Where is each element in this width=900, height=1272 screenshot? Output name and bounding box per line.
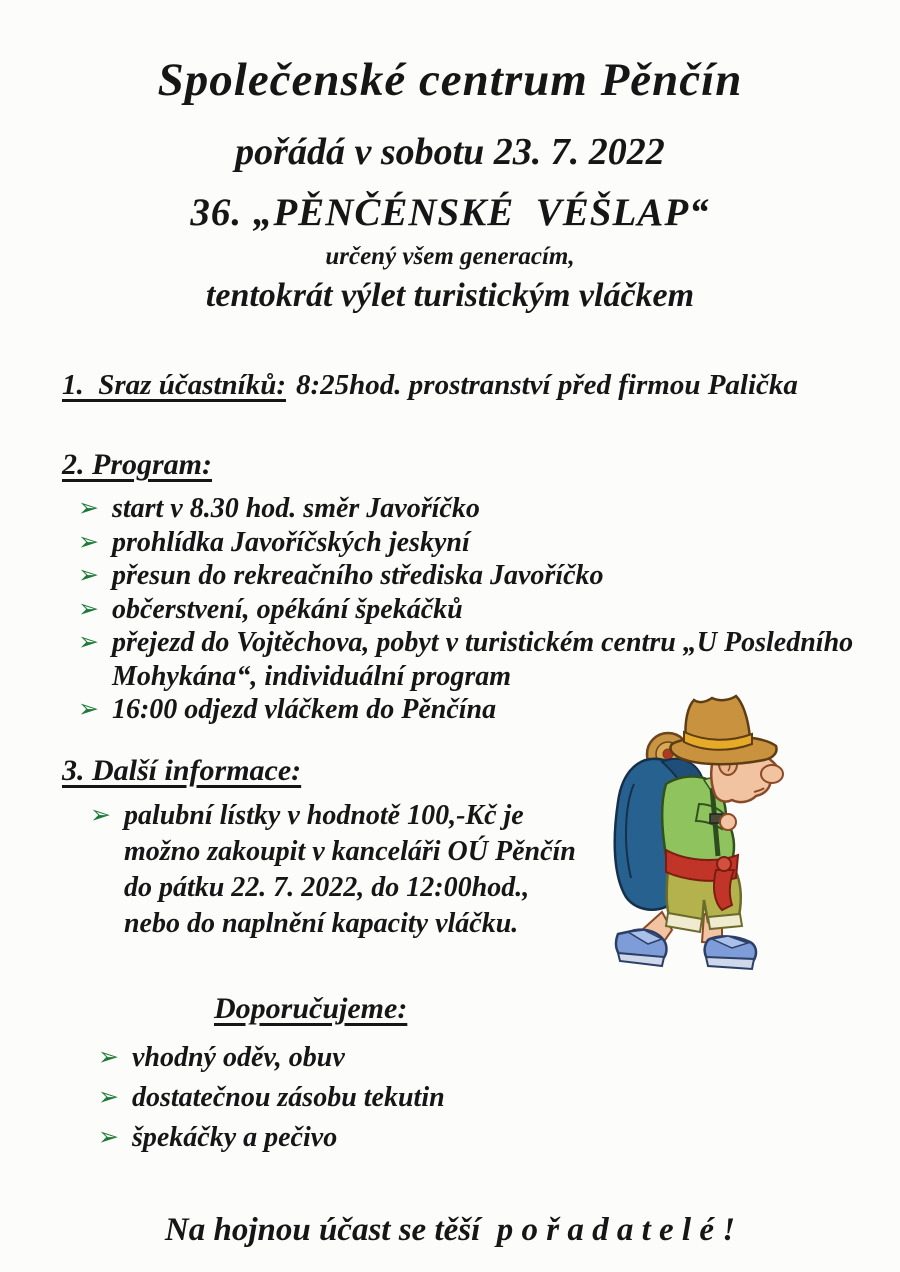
list-item-text: špekáčky a pečivo	[131, 1121, 338, 1153]
list-item	[78, 526, 862, 560]
section-sraz	[62, 367, 860, 403]
list-item-text: přejezd do Vojtěchova, pobyt v turistickém centru „U Posledního Mohykána“, individuální program	[111, 627, 854, 692]
list-item	[98, 1118, 870, 1158]
section-sraz-text: 8:25hod. prostranství před firmou Palička	[296, 368, 798, 401]
poster-footer	[0, 1212, 900, 1249]
list-item-text: vhodný oděv, obuv	[131, 1041, 345, 1073]
list-item	[98, 1038, 870, 1078]
list-item	[90, 798, 582, 942]
arrow-bullet-icon: ➢	[78, 595, 99, 623]
list-item	[78, 492, 862, 526]
list-item-text: dostatečnou zásobu tekutin	[131, 1081, 445, 1113]
arrow-bullet-icon: ➢	[78, 562, 99, 590]
date-line: pořádá v sobotu 23. 7. 2022	[235, 130, 665, 173]
list-item-text: 16:00 odjezd vláčkem do Pěnčína	[111, 694, 497, 726]
list-item	[78, 626, 862, 693]
arrow-bullet-icon: ➢	[90, 801, 111, 829]
arrow-bullet-icon: ➢	[98, 1043, 119, 1071]
arrow-bullet-icon: ➢	[78, 528, 99, 556]
arrow-bullet-icon: ➢	[78, 495, 99, 523]
arrow-bullet-icon: ➢	[98, 1083, 119, 1111]
list-item-text: občerstvení, opékání špekáčků	[111, 593, 463, 625]
closing-line: Na hojnou účast se těší p o ř a d a t e l é !	[164, 1211, 736, 1248]
tagline: tentokrát výlet turistickým vláčkem	[205, 277, 695, 315]
section-info-heading: 3. Další informace:	[62, 753, 302, 787]
list-item-text: prohlídka Javoříčských jeskyní	[111, 526, 470, 558]
list-item	[78, 593, 862, 627]
poster-header	[0, 0, 900, 317]
doporucujeme-heading: Doporučujeme:	[214, 991, 408, 1025]
section-program	[62, 447, 870, 727]
section-doporucujeme	[62, 992, 870, 1158]
section-sraz-heading: 1. Sraz účastníků:	[62, 368, 287, 401]
section-program-heading: 2. Program:	[62, 448, 212, 482]
list-item	[78, 559, 862, 593]
list-item	[98, 1078, 870, 1118]
list-item-text: start v 8.30 hod. směr Javoříčko	[111, 493, 480, 525]
list-item-text: palubní lístky v hodnotě 100,-Kč je možno zakoupit v kanceláři OÚ Pěnčín do pátku 22. 7. 2022, do 12:00hod., nebo do naplnění kapacity vláčku.	[123, 799, 576, 939]
arrow-bullet-icon: ➢	[98, 1123, 119, 1151]
info-list	[62, 798, 582, 942]
doporucujeme-list	[62, 1038, 870, 1158]
arrow-bullet-icon: ➢	[78, 629, 99, 657]
event-title: 36. „PĚNČÉNSKÉ VÉŠLAP“	[190, 191, 710, 235]
page-title: Společenské centrum Pěnčín	[157, 54, 743, 106]
list-item-text: přesun do rekreačního střediska Javoříčko	[111, 560, 604, 592]
arrow-bullet-icon: ➢	[78, 696, 99, 724]
hiker-illustration	[604, 692, 789, 987]
audience-line: určený všem generacím,	[325, 243, 575, 271]
